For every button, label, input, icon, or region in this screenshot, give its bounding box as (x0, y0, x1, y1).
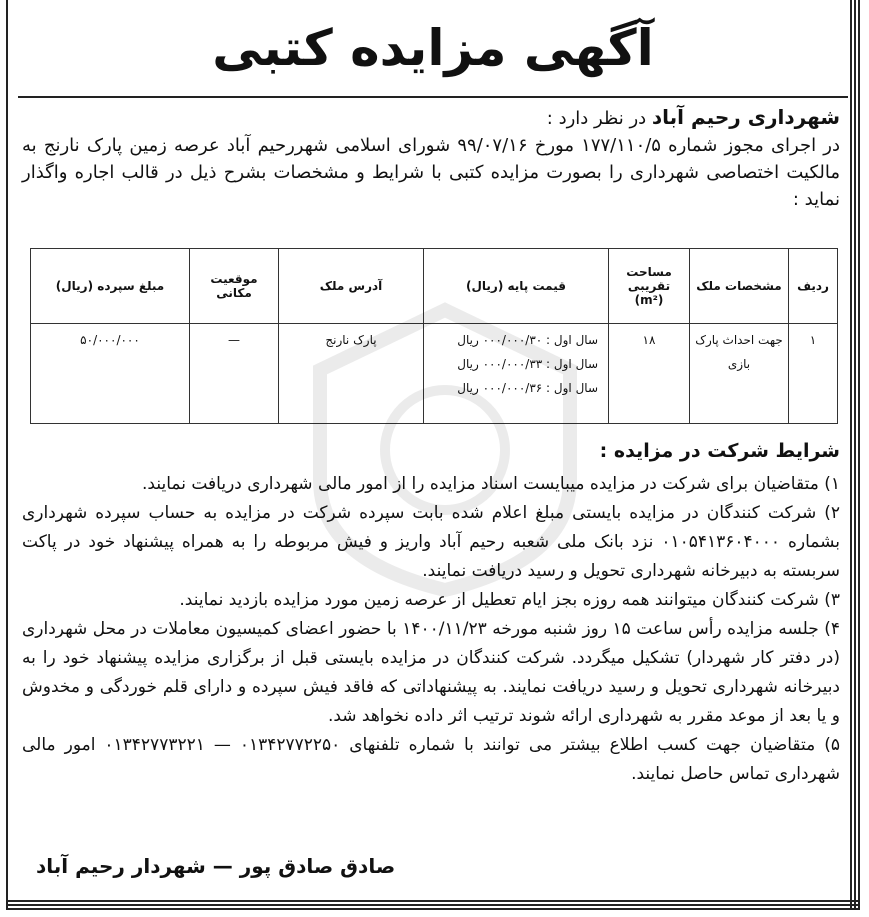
header-deposit: مبلغ سپرده (ریال) (31, 249, 190, 324)
intro-suffix: در نظر دارد : (546, 108, 652, 129)
header-price: قیمت پایه (ریال) (424, 249, 609, 324)
price-line: سال اول : ۰۰۰/۰۰۰/۳۶ ریال (457, 381, 598, 395)
header-row-no: ردیف (789, 249, 838, 324)
signature: صادق صادق پور — شهردار رحیم آباد (36, 854, 396, 878)
cell-price (424, 324, 609, 424)
intro-body: در اجرای مجوز شماره ۱۷۷/۱۱۰/۵ مورخ ۹۹/۰۷/۱۶ شورای اسلامی شهررحیم آباد عرصه زمین پارک نارنج به مالکیت اختصاصی شهرداری را بصورت مزایده کتبی با شرایط و مشخصات بشرح ذیل در قالب اجاره واگذار نماید : (22, 135, 841, 210)
table-header-row (31, 249, 838, 324)
cell-deposit: ۵۰/۰۰۰/۰۰۰ (31, 324, 190, 424)
header-area: مساحت تقریبی (m²) (609, 249, 690, 324)
cell-area: ۱۸ (609, 324, 690, 424)
header-location: موقعیت مکانی (190, 249, 279, 324)
border-rule (8, 900, 858, 906)
cell-row-no: ۱ (789, 324, 838, 424)
header-address: آدرس ملک (279, 249, 424, 324)
price-line: سال اول : ۰۰۰/۰۰۰/۳۰ ریال (457, 333, 598, 347)
cell-location: — (190, 324, 279, 424)
condition-item: ۴) جلسه مزایده رأس ساعت ۱۵ روز شنبه مورخه ۱۴۰۰/۱۱/۲۳ با حضور اعضای کمیسیون معاملات در محل شهرداری (در دفتر کار شهردار) تشکیل میگردد. شرکت کنندگان در مزایده بایستی قبل از برگزاری مزایده پیشنهاد خود را به دبیرخانه شهرداری تحویل و رسید دریافت نمایند. به پیشنهاداتی که فاقد فیش سپرده و دارای قلم خوردگی و مخدوش و یا بعد از موعد مقرر به شهرداری ارائه شوند ترتیب اثر داده نخواهد شد. (22, 619, 840, 726)
divider (18, 96, 848, 98)
border-rule (850, 0, 856, 908)
table-row (31, 324, 838, 424)
property-table (30, 248, 838, 424)
conditions-title: شرایط شرکت در مزایده : (599, 440, 840, 462)
notice-title: آگهی مزایده کتبی (212, 19, 654, 77)
cell-spec: جهت احداث پارک بازی (690, 324, 789, 424)
conditions-list (22, 470, 840, 789)
organization-name: شهرداری رحیم آباد (651, 105, 840, 129)
header-spec: مشخصات ملک (690, 249, 789, 324)
condition-item: ۱) متقاضیان برای شرکت در مزایده میبایست اسناد مزایده را از امور مالی شهرداری دریافت نمایند. (142, 474, 840, 494)
cell-address: پارک نارنج (279, 324, 424, 424)
condition-item: ۵) متقاضیان جهت کسب اطلاع بیشتر می توانند با شماره تلفنهای ۰۱۳۴۲۷۷۲۲۵۰ — ۰۱۳۴۲۷۷۳۲۲۱ امور مالی شهرداری تماس حاصل نمایند. (22, 735, 841, 784)
notice-page (6, 0, 860, 910)
condition-item: ۳) شرکت کنندگان میتوانند همه روزه بجز ایام تعطیل از عرصه زمین مورد مزایده بازدید نمایند. (179, 590, 840, 610)
intro-paragraph (22, 104, 840, 213)
condition-item: ۲) شرکت کنندگان در مزایده بایستی مبلغ اعلام شده بابت سپرده شرکت در مزایده به حساب سپرده شهرداری بشماره ۰۱۰۵۴۱۳۶۰۴۰۰۰ نزد بانک ملی شعبه رحیم آباد واریز و فیش مربوطه را به همراه پیشنهاد خود در پاکت سربسته به دبیرخانه شهرداری تحویل و رسید دریافت نمایند. (22, 503, 841, 581)
price-line: سال اول : ۰۰۰/۰۰۰/۳۳ ریال (457, 357, 598, 371)
